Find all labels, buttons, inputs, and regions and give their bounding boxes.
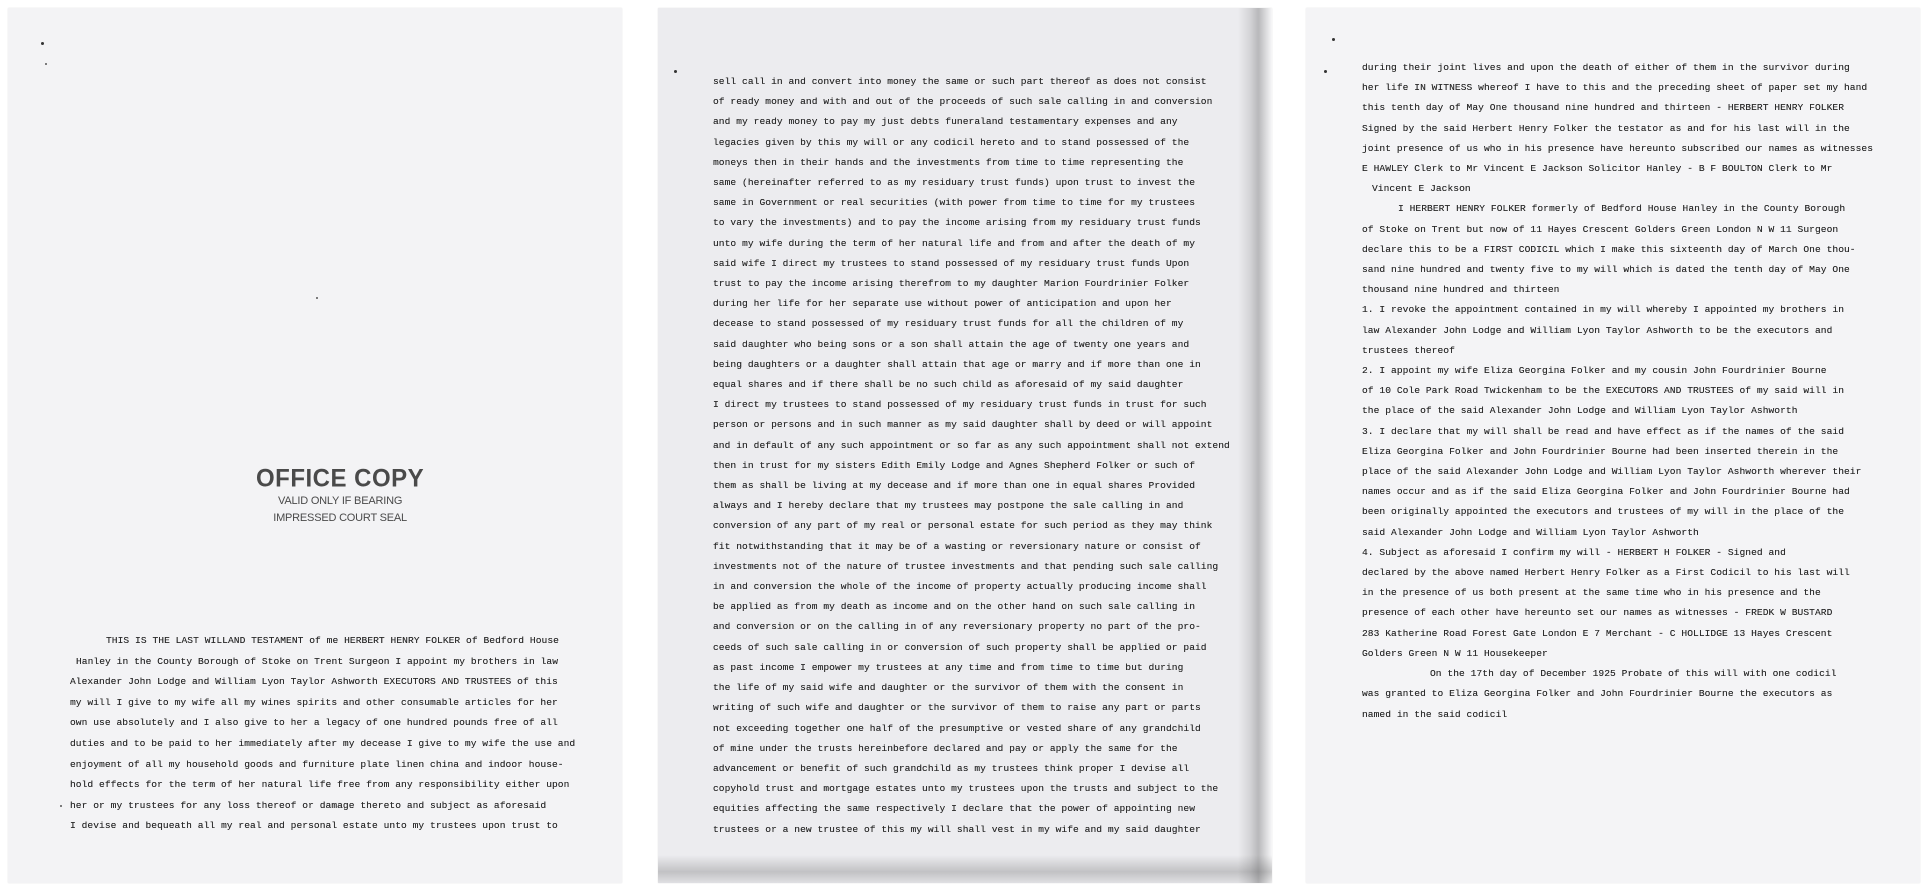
text-line: Hanley in the County Borough of Stoke on Trent Surgeon I appoint my brothers in law bbox=[76, 655, 558, 667]
text-line: Alexander John Lodge and William Lyon Taylor Ashworth EXECUTORS AND TRUSTEES of this bbox=[70, 676, 558, 688]
text-line: of mine under the trusts hereinbefore declared and pay or apply the same for the bbox=[713, 742, 1178, 754]
text-line: joint presence of us who in his presence have hereunto subscribed our names as witnesses bbox=[1362, 142, 1874, 154]
ink-speck bbox=[674, 70, 677, 73]
text-line: copyhold trust and mortgage estates unto my trustees upon the trusts and subject to the bbox=[713, 783, 1219, 795]
text-line: and conversion or on the calling in of any reversionary property no part of the pro- bbox=[713, 621, 1201, 633]
text-line: the life of my said wife and daughter or the survivor of them with the consent in bbox=[713, 682, 1184, 694]
page-edge-shadow bbox=[1238, 8, 1272, 883]
text-line: of ready money and with and out of the proceeds of such sale calling in and conversion bbox=[713, 96, 1213, 108]
text-line: law Alexander John Lodge and William Lyon Taylor Ashworth to be the executors and bbox=[1362, 324, 1833, 336]
text-line: this tenth day of May One thousand nine hundred and thirteen - HERBERT HENRY FOLKER bbox=[1362, 102, 1844, 114]
text-line: advancement or benefit of such grandchild as my trustees think proper I devise all bbox=[713, 762, 1190, 774]
text-line: said daughter who being sons or a son shall attain the age of twenty one years and bbox=[713, 338, 1190, 350]
text-line: been originally appointed the executors and trustees of my will in the place of the bbox=[1362, 506, 1844, 518]
text-line: I HERBERT HENRY FOLKER formerly of Bedford House Hanley in the County Borough bbox=[1398, 203, 1846, 215]
text-line: trustees thereof bbox=[1362, 344, 1455, 356]
text-line: trustees or a new trustee of this my will shall vest in my wife and my said daughter bbox=[713, 823, 1201, 835]
text-line: to vary the investments) and to pay the income arising from my residuary trust funds bbox=[713, 217, 1201, 229]
ink-speck bbox=[45, 63, 47, 65]
text-line: THIS IS THE LAST WILLAND TESTAMENT of me HERBERT HENRY FOLKER of Bedford House bbox=[106, 635, 559, 646]
will-page-1 bbox=[8, 8, 622, 883]
text-line: of 10 Cole Park Road Twickenham to be the EXECUTORS AND TRUSTEES of my said will in bbox=[1362, 385, 1844, 397]
text-line: in and conversion the whole of the income of property actually producing income shall bbox=[713, 581, 1207, 593]
text-line: Signed by the said Herbert Henry Folker the testator as and for his last will in the bbox=[1362, 122, 1850, 134]
text-line: 2. I appoint my wife Eliza Georgina Folker and my cousin John Fourdrinier Bourne bbox=[1362, 365, 1827, 377]
text-line: place of the said Alexander John Lodge and William Lyon Taylor Ashworth wherever their bbox=[1362, 466, 1862, 478]
text-line: On the 17th day of December 1925 Probate of this will with one codicil bbox=[1430, 668, 1837, 680]
text-line: same (hereinafter referred to as my residuary trust funds) upon trust to invest the bbox=[713, 177, 1195, 189]
text-line: same in Government or real securities (with power from time to time for my trustees bbox=[713, 197, 1195, 209]
text-line: E HAWLEY Clerk to Mr Vincent E Jackson Solicitor Hanley - B F BOULTON Clerk to Mr bbox=[1362, 163, 1833, 175]
text-line: I direct my trustees to stand possessed of my residuary trust funds in trust for such bbox=[713, 399, 1207, 411]
text-line: in the presence of us both present at the same time who in his presence and the bbox=[1362, 587, 1821, 599]
text-line: presence of each other have hereunto set our names as witnesses - FREDK W BUSTARD bbox=[1362, 607, 1833, 619]
text-line: conversion of any part of my real or personal estate for such period as they may think bbox=[713, 520, 1213, 532]
text-line: said Alexander John Lodge and William Lyon Taylor Ashworth bbox=[1362, 526, 1699, 538]
text-line: ceeds of such sale calling in or conversion of such property shall be applied or paid bbox=[713, 641, 1207, 653]
text-line: I devise and bequeath all my real and personal estate unto my trustees upon trust to bbox=[70, 820, 558, 832]
text-line: equities affecting the same respectively I declare that the power of appointing new bbox=[713, 803, 1195, 815]
text-line: being daughters or a daughter shall attain that age or marry and if more than one in bbox=[713, 358, 1201, 370]
will-text-page-3 bbox=[1362, 58, 1892, 725]
text-line: of Stoke on Trent but now of 11 Hayes Crescent Golders Green London N W 11 Surgeon bbox=[1362, 223, 1839, 235]
stamp-title: OFFICE COPY bbox=[256, 464, 425, 493]
text-line: sand nine hundred and twenty five to my will which is dated the tenth day of May One bbox=[1362, 264, 1850, 276]
office-copy-stamp bbox=[256, 465, 424, 527]
text-line: named in the said codicil bbox=[1362, 708, 1508, 720]
will-text-page-2 bbox=[713, 72, 1233, 840]
text-line: said wife I direct my trustees to stand possessed of my residuary trust funds Upon bbox=[713, 257, 1190, 269]
will-text-page-1 bbox=[70, 631, 590, 837]
text-line: trust to pay the income arising therefrom to my daughter Marion Fourdrinier Folker bbox=[713, 278, 1190, 290]
text-line: names occur and as if the said Eliza Georgina Folker and John Fourdrinier Bourne had bbox=[1362, 486, 1850, 498]
text-line: writing of such wife and daughter or the survivor of them to raise any part or parts bbox=[713, 702, 1201, 714]
text-line: duties and to be paid to her immediately after my decease I give to my wife the use and bbox=[70, 737, 576, 749]
text-line: moneys then in their hands and the investments from time to time representing the bbox=[713, 156, 1184, 168]
text-line: as past income I empower my trustees at any time and from time to time but during bbox=[713, 661, 1184, 673]
will-page-3 bbox=[1306, 8, 1920, 883]
text-line: fit notwithstanding that it may be of a wasting or reversionary nature or consist of bbox=[713, 540, 1201, 552]
text-line: legacies given by this my will or any codicil hereto and to stand possessed of the bbox=[713, 136, 1190, 148]
text-line: 283 Katherine Road Forest Gate London E 7 Merchant - C HOLLIDGE 13 Hayes Crescent bbox=[1362, 627, 1833, 639]
text-line: declared by the above named Herbert Henry Folker as a First Codicil to his last will bbox=[1362, 567, 1850, 579]
text-line: the place of the said Alexander John Lodge and William Lyon Taylor Ashworth bbox=[1362, 405, 1798, 417]
text-line: during their joint lives and upon the death of either of them in the survivor during bbox=[1362, 62, 1850, 73]
text-line: was granted to Eliza Georgina Folker and John Fourdrinier Bourne the executors as bbox=[1362, 688, 1833, 700]
text-line: decease to stand possessed of my residuary trust funds for all the children of my bbox=[713, 318, 1184, 330]
text-line: Eliza Georgina Folker and John Fourdrinier Bourne had been inserted therein in the bbox=[1362, 445, 1839, 457]
text-line: her life IN WITNESS whereof I have to this and the preceding sheet of paper set my hand bbox=[1362, 82, 1868, 94]
text-line: Vincent E Jackson bbox=[1372, 183, 1471, 195]
text-line: Golders Green N W 11 Housekeeper bbox=[1362, 647, 1548, 659]
text-line: and my ready money to pay my just debts funeraland testamentary expenses and any bbox=[713, 116, 1178, 128]
page-bottom-shadow bbox=[658, 855, 1272, 883]
text-line: enjoyment of all my household goods and furniture plate linen china and indoor house- bbox=[70, 758, 564, 770]
will-page-2 bbox=[658, 8, 1272, 883]
text-line: them as shall be living at my decease and if more than one in equal shares Provided bbox=[713, 480, 1195, 492]
text-line: unto my wife during the term of her natural life and from and after the death of my bbox=[713, 237, 1195, 249]
text-line: thousand nine hundred and thirteen bbox=[1362, 284, 1560, 296]
text-line: hold effects for the term of her natural life free from any responsibility either upon bbox=[70, 779, 570, 791]
text-line: 4. Subject as aforesaid I confirm my will - HERBERT H FOLKER - Signed and bbox=[1362, 546, 1786, 558]
text-line: my will I give to my wife all my wines spirits and other consumable articles for her bbox=[70, 696, 558, 708]
text-line: be applied as from my death as income and on the other hand on such sale calling in bbox=[713, 601, 1195, 613]
text-line: then in trust for my sisters Edith Emily Lodge and Agnes Shepherd Folker or such of bbox=[713, 459, 1195, 471]
ink-speck bbox=[316, 297, 318, 299]
text-line: and in default of any such appointment or so far as any such appointment shall not extend bbox=[713, 439, 1230, 451]
text-line: 3. I declare that my will shall be read and have effect as if the names of the said bbox=[1362, 425, 1844, 437]
text-line: own use absolutely and I also give to her a legacy of one hundred pounds free of all bbox=[70, 717, 558, 729]
text-line: sell call in and convert into money the same or such part thereof as does not consist bbox=[713, 76, 1207, 87]
text-line: investments not of the nature of trustee investments and that pending such sale calling bbox=[713, 560, 1219, 572]
text-line: not exceeding together one half of the presumptive or vested share of any grandchild bbox=[713, 722, 1201, 734]
ink-speck bbox=[1332, 38, 1335, 41]
ink-speck bbox=[1324, 70, 1327, 73]
text-line: during her life for her separate use without power of anticipation and upon her bbox=[713, 298, 1172, 310]
text-line: always and I hereby declare that my trustees may postpone the sale calling in and bbox=[713, 500, 1184, 512]
text-line: her or my trustees for any loss thereof or damage thereto and subject as aforesaid bbox=[70, 799, 547, 811]
ink-speck bbox=[41, 42, 44, 45]
stamp-line-1: VALID ONLY IF BEARING bbox=[278, 495, 403, 507]
text-line: equal shares and if there shall be no such child as aforesaid of my said daughter bbox=[713, 379, 1184, 391]
ink-speck bbox=[60, 805, 62, 807]
text-line: 1. I revoke the appointment contained in my will whereby I appointed my brothers in bbox=[1362, 304, 1844, 316]
text-line: person or persons and in such manner as my said daughter shall by deed or will appoint bbox=[713, 419, 1213, 431]
stamp-line-2: IMPRESSED COURT SEAL bbox=[273, 512, 407, 524]
text-line: declare this to be a FIRST CODICIL which I make this sixteenth day of March One thou- bbox=[1362, 243, 1856, 255]
